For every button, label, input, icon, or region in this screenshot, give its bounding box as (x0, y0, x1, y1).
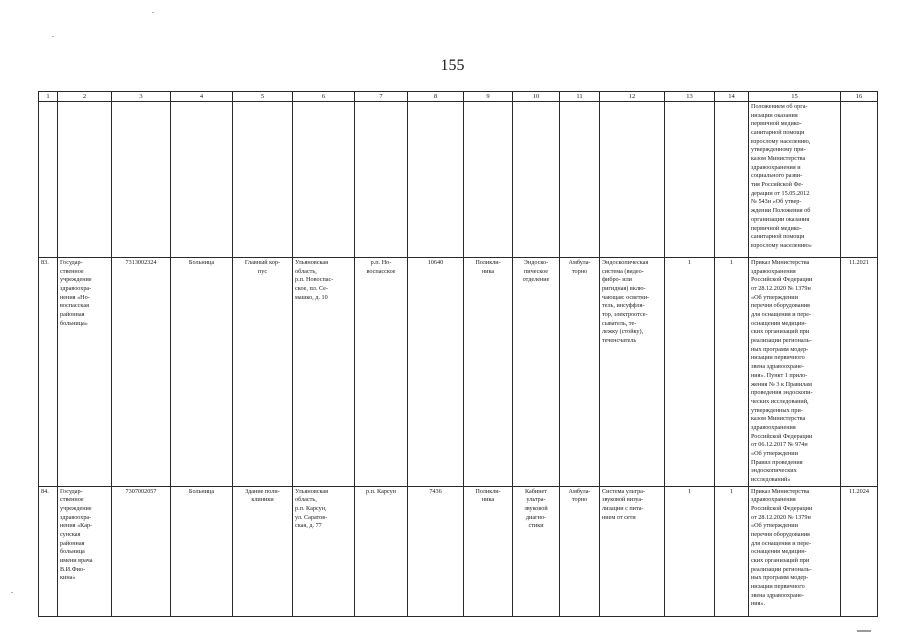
table-cell (233, 102, 293, 258)
care-mode-cell: Амбула- торно (560, 258, 600, 486)
unit-cell: Поликли- ника (464, 486, 513, 616)
quantity-cell: 1 (665, 486, 715, 616)
equipment-cell: Эндоскопическая система (видео- фибро- или ригидная) вклю- чающая: осветни- тель, инсуффля- тор, электроотсе- сыватель, те- лежку (стойку), теченсчатель (600, 258, 665, 486)
column-header: 12 (600, 92, 665, 102)
column-header: 8 (408, 92, 464, 102)
table-cell (39, 102, 58, 258)
column-header: 10 (513, 92, 560, 102)
population-cell: 10640 (408, 258, 464, 486)
legal-basis-cell: Приказ Министерства здравоохранения Российской Федерации от 28.12.2020 № 1379н «Об утверждении перечня оборудования для оснащения и пере- оснащения медицин- ских организаций при реализации региональ- ных программ модер- низации первичного звена здравоохране- ния». (749, 486, 841, 616)
column-header: 4 (171, 92, 233, 102)
table-cell (464, 102, 513, 258)
quantity-cell: 1 (665, 258, 715, 486)
table-cell (171, 102, 233, 258)
table-cell (58, 102, 112, 258)
facility-type-cell: Больница (171, 258, 233, 486)
scan-speck (52, 36, 54, 37)
table-cell (560, 102, 600, 258)
facility-type-cell: Больница (171, 486, 233, 616)
column-header: 14 (715, 92, 749, 102)
page-number: 155 (440, 57, 465, 74)
table-cell (841, 102, 878, 258)
table-cell (665, 102, 715, 258)
unit-cell: Поликли- ника (464, 258, 513, 486)
row-number-cell: 84. (39, 486, 58, 616)
population-cell: 7436 (408, 486, 464, 616)
settlement-cell: р.п. Но- воспасское (355, 258, 408, 486)
column-header: 6 (293, 92, 355, 102)
table-cell (408, 102, 464, 258)
inn-cell: 7307002057 (112, 486, 171, 616)
organization-cell: Государ- ственное учреждение здравоохра- нения «Кар- сунская районная больница имени врача В.И.Фио- кина» (58, 486, 112, 616)
settlement-cell: р.п. Карсун (355, 486, 408, 616)
inn-cell: 7313002324 (112, 258, 171, 486)
column-header: 5 (233, 92, 293, 102)
column-header: 2 (58, 92, 112, 102)
column-header: 13 (665, 92, 715, 102)
department-cell: Кабинет ультра- звуковой диагно- стики (513, 486, 560, 616)
care-mode-cell: Амбула- торно (560, 486, 600, 616)
column-header: 15 (749, 92, 841, 102)
address-cell: Ульяновская область, р.п. Карсун, ул. Саратов- ская, д. 77 (293, 486, 355, 616)
scan-speck (152, 12, 154, 13)
table-cell (112, 102, 171, 258)
row-number-cell: 83. (39, 258, 58, 486)
column-header: 1 (39, 92, 58, 102)
building-cell: Здание поли- клиники (233, 486, 293, 616)
quantity-cell: 1 (715, 486, 749, 616)
table-cell (513, 102, 560, 258)
column-header: 16 (841, 92, 878, 102)
equipment-table (38, 91, 878, 617)
scan-mark (857, 630, 871, 632)
continuation-row (39, 102, 878, 258)
column-number-row (39, 92, 878, 102)
scan-speck (11, 592, 13, 593)
column-header: 9 (464, 92, 513, 102)
column-header: 11 (560, 92, 600, 102)
quantity-cell: 1 (715, 258, 749, 486)
legal-basis-cell: Приказ Министерства здравоохранения Российской Федерации от 28.12.2020 № 1379н «Об утверждении перечня оборудования для оснащения и пере- оснащения медицин- ских организаций при реализации региональ- ных программ модер- низации первичного звена здравоохране- ния». Пункт 1 прило- жения № 3 к Правилам проведения эндоскопи- ческих исследований, утвержденных при- казом Министерства здравоохранения Российской Федерации от 06.12.2017 № 974н «Об утверждении Правил проведения эндоскопических исследований» (749, 258, 841, 486)
equipment-cell: Система ультра- звуковой визуа- лизации с пита- нием от сети (600, 486, 665, 616)
table-cell (293, 102, 355, 258)
address-cell: Ульяновская область, р.п. Новоспас- ское, пл. Се- машко, д. 10 (293, 258, 355, 486)
table-row (39, 258, 878, 486)
date-cell: 11.2021 (841, 258, 878, 486)
table-row (39, 486, 878, 616)
column-header: 7 (355, 92, 408, 102)
organization-cell: Государ- ственное учреждение здравоохра- нения «Но- воспасская районная больница» (58, 258, 112, 486)
legal-basis-cell: Положением об орга- низации оказания первичной медико- санитарной помощи взрослому населению, утвержденному при- казом Министерства здравоохранения и социального разви- тия Российской Фе- дерации от 15.05.2012 № 543н «Об утвер- ждении Положения об организации оказания первичной медико- санитарной помощи взрослому населению» (749, 102, 841, 258)
table-cell (600, 102, 665, 258)
table-cell (355, 102, 408, 258)
column-header: 3 (112, 92, 171, 102)
table-cell (715, 102, 749, 258)
department-cell: Эндоско- пическое отделение (513, 258, 560, 486)
date-cell: 11.2024 (841, 486, 878, 616)
building-cell: Главный кор- пус (233, 258, 293, 486)
